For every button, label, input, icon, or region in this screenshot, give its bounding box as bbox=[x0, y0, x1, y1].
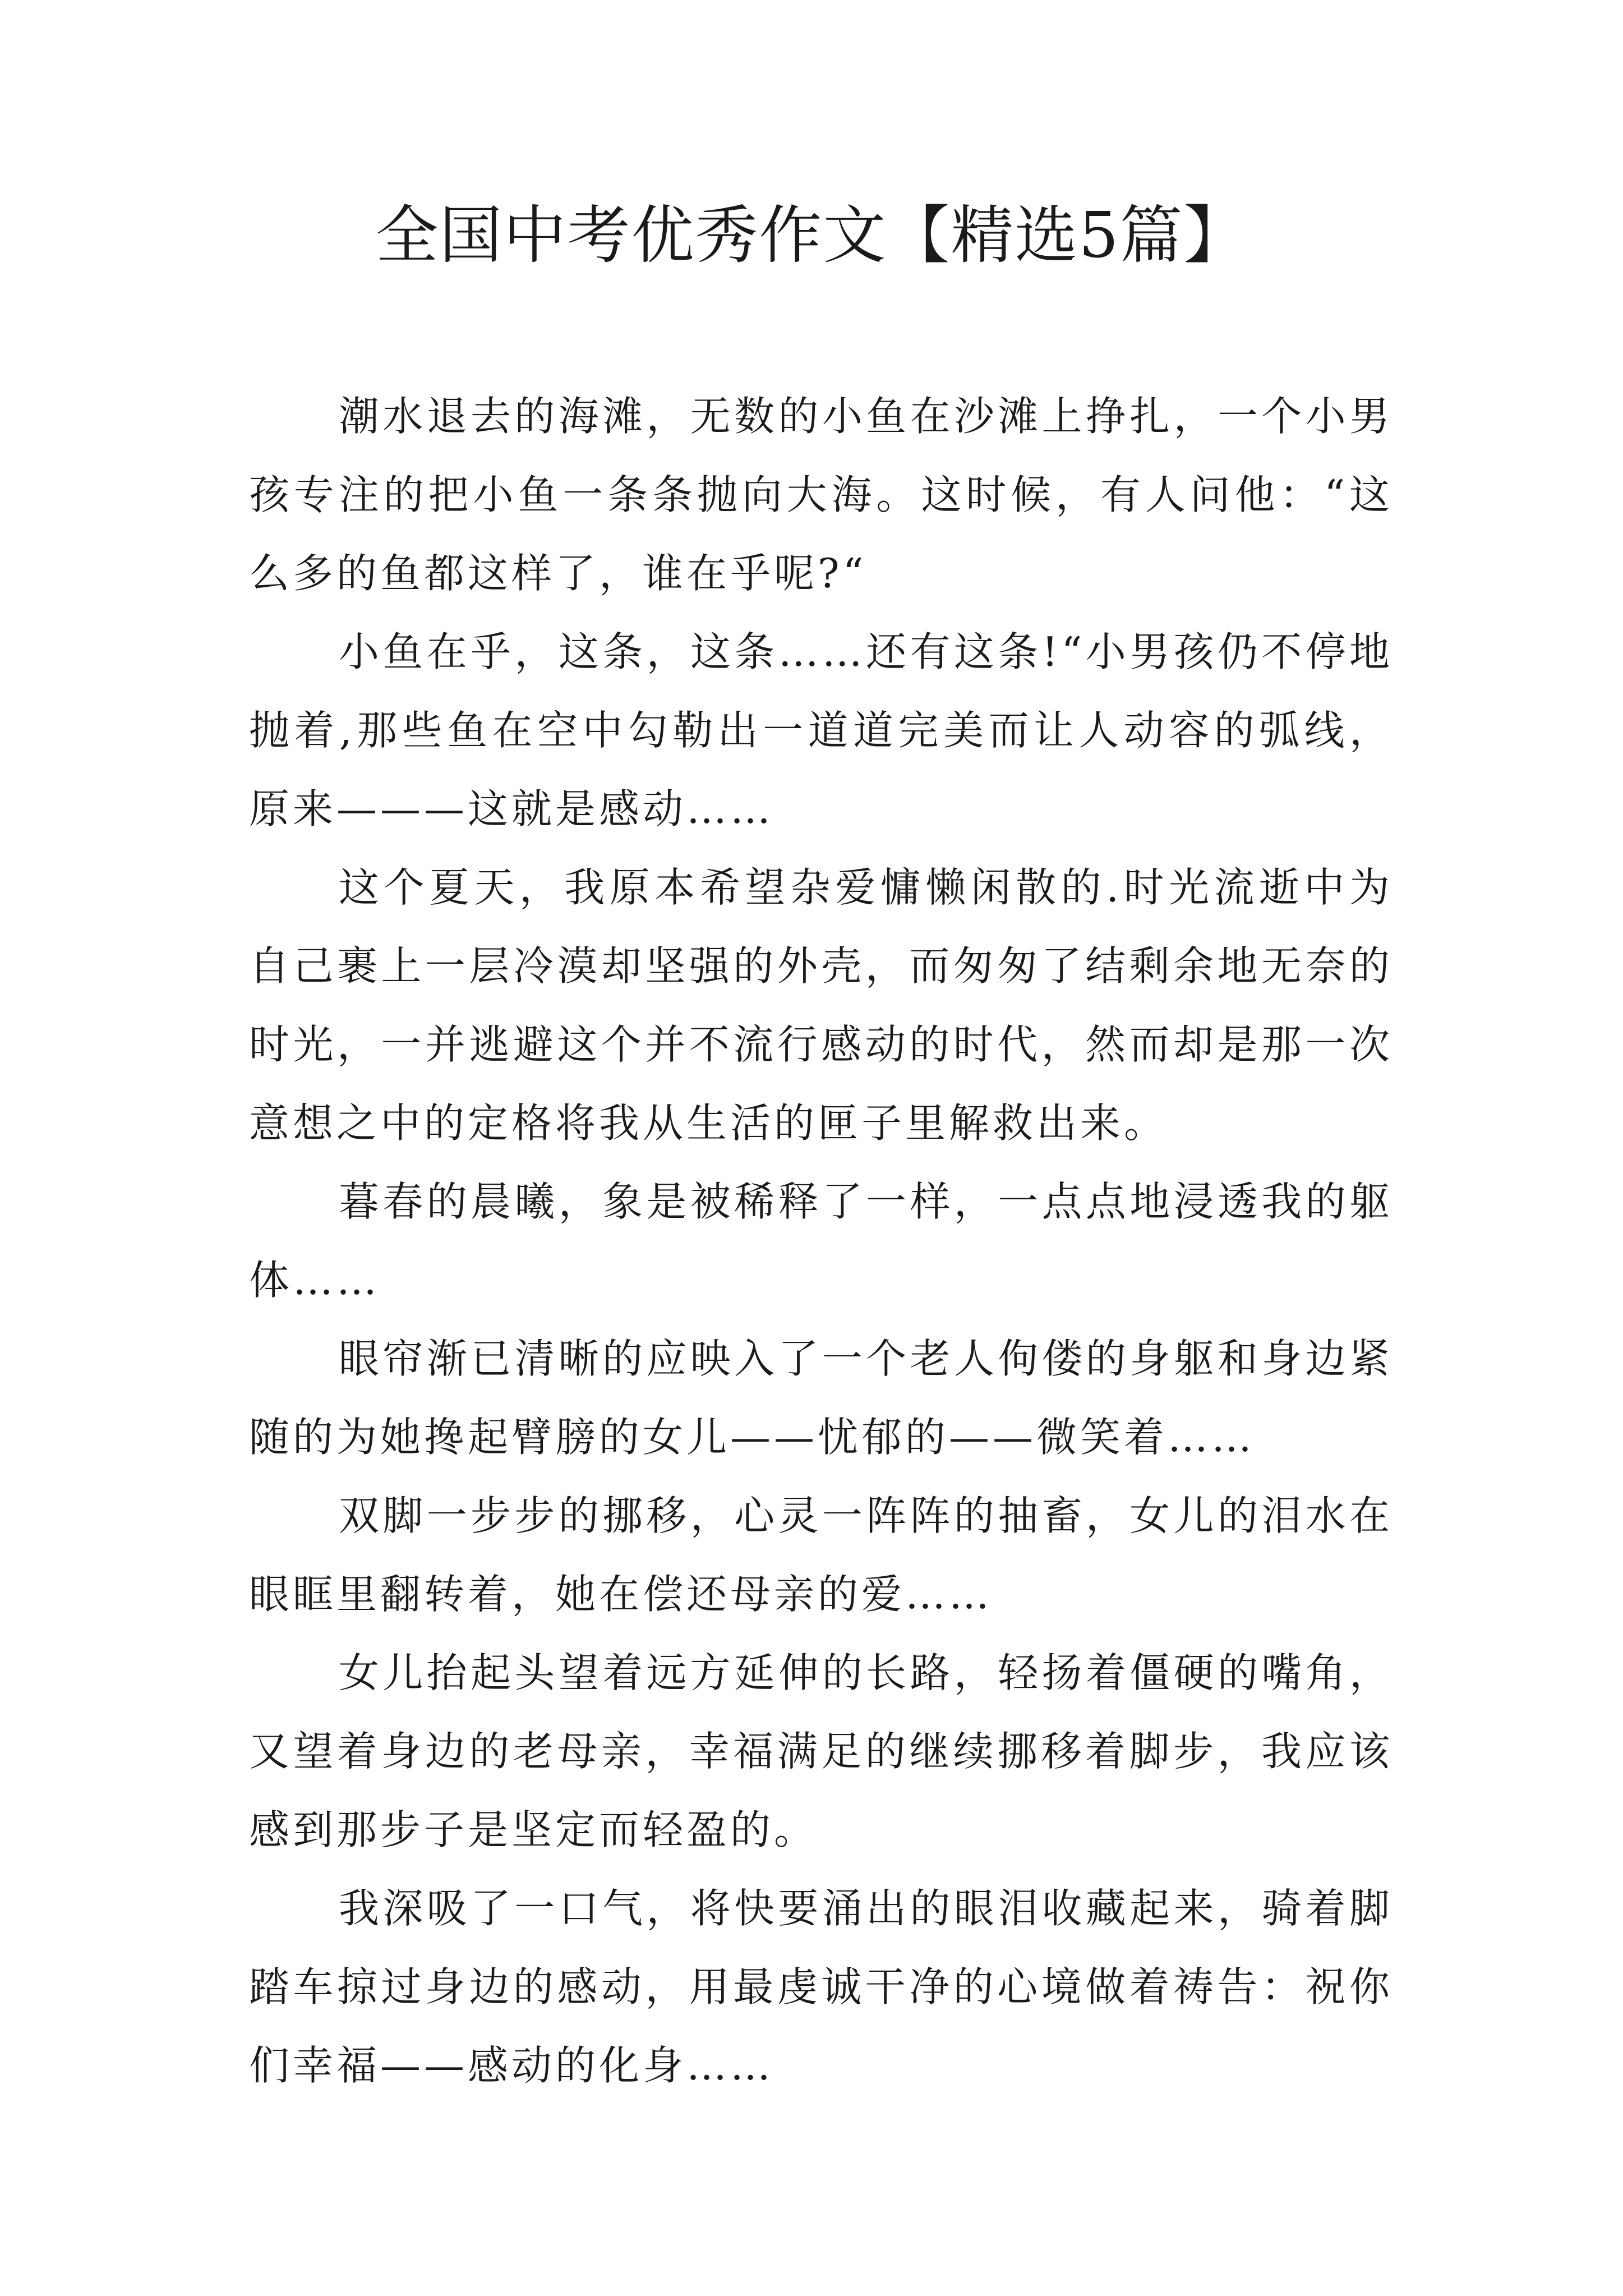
paragraph: 这个夏天，我原本希望杂爱慵懒闲散的.时光流逝中为自己裹上一层冷漠却坚强的外壳，而匆匆了结剩余地无奈的时光，一并逃避这个并不流行感动的时代，然而却是那一次意想之中的定格将我从生活的匣子里解救出来。 bbox=[249, 864, 1393, 1147]
document-title: 全国中考优秀作文【精选5篇】 bbox=[375, 199, 1248, 272]
paragraph: 潮水退去的海滩，无数的小鱼在沙滩上挣扎，一个小男孩专注的把小鱼一条条抛向大海。这时候，有人问他：“这么多的鱼都这样了，谁在乎呢?“ bbox=[249, 393, 1393, 597]
paragraph: 小鱼在乎，这条，这条……还有这条!“小男孩仍不停地抛着,那些鱼在空中勾勒出一道道完美而让人动容的弧线，原来———这就是感动…… bbox=[249, 628, 1393, 832]
paragraph: 暮春的晨曦，象是被稀释了一样，一点点地浸透我的躯体…… bbox=[249, 1178, 1393, 1304]
paragraph: 眼帘渐已清晰的应映入了一个老人佝偻的身躯和身边紧随的为她搀起臂膀的女儿——忧郁的——微笑着…… bbox=[249, 1335, 1393, 1461]
document-body bbox=[249, 377, 1393, 2105]
paragraph: 女儿抬起头望着远方延伸的长路，轻扬着僵硬的嘴角，又望着身边的老母亲，幸福满足的继续挪移着脚步，我应该感到那步子是坚定而轻盈的。 bbox=[249, 1649, 1393, 1853]
paragraph: 我深吸了一口气，将快要涌出的眼泪收藏起来，骑着脚踏车掠过身边的感动，用最虔诚干净的心境做着祷告：祝你们幸福——感动的化身…… bbox=[249, 1885, 1393, 2089]
paragraph: 双脚一步步的挪移，心灵一阵阵的抽畜，女儿的泪水在眼眶里翻转着，她在偿还母亲的爱…… bbox=[249, 1492, 1393, 1618]
